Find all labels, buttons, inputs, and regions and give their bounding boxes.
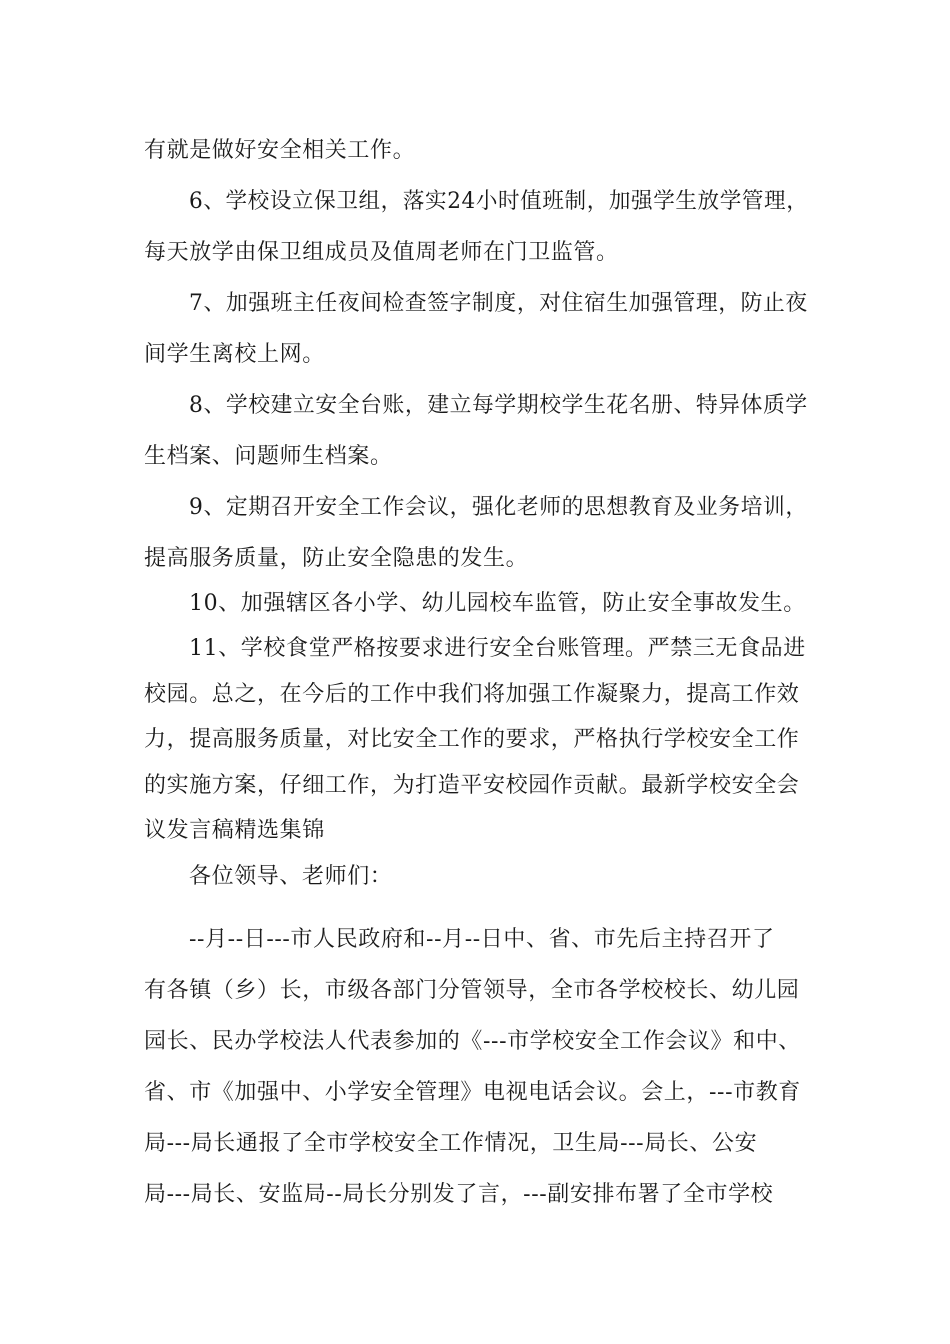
text-line: 力，提高服务质量，对比安全工作的要求，严格执行学校安全工作 <box>144 727 800 752</box>
text-line: 间学生离校上网。 <box>144 342 325 367</box>
text-line: 11、学校食堂严格按要求进行安全台账管理。严禁三无食品进 <box>189 636 806 661</box>
text-line: 校园。总之，在今后的工作中我们将加强工作凝聚力，提高工作效 <box>144 682 800 707</box>
text-line: 9、定期召开安全工作会议，强化老师的思想教育及业务培训， <box>189 495 808 520</box>
text-line: 局---局长、安监局--局长分别发了言，---副安排布署了全市学校 <box>144 1182 774 1207</box>
text-line: 7、加强班主任夜间检查签字制度，对住宿生加强管理，防止夜 <box>189 291 808 316</box>
text-line: 10、加强辖区各小学、幼儿园校车监管，防止安全事故发生。 <box>189 591 806 616</box>
text-line: 局---局长通报了全市学校安全工作情况，卫生局---局长、公安 <box>144 1131 758 1156</box>
text-line: 各位领导、老师们： <box>189 864 393 889</box>
text-line: 有就是做好安全相关工作。 <box>144 138 416 163</box>
text-line: 生档案、问题师生档案。 <box>144 444 393 469</box>
text-line: 省、市《加强中、小学安全管理》电视电话会议。会上，---市教育 <box>144 1080 801 1105</box>
text-line: --月--日---市人民政府和--月--日中、省、市先后主持召开了 <box>189 927 775 952</box>
text-line: 议发言稿精选集锦 <box>144 818 325 843</box>
text-line: 园长、民办学校法人代表参加的《---市学校安全工作会议》和中、 <box>144 1029 801 1054</box>
text-line: 有各镇（乡）长，市级各部门分管领导，全市各学校校长、幼儿园 <box>144 978 800 1003</box>
text-line: 8、学校建立安全台账，建立每学期校学生花名册、特异体质学 <box>189 393 808 418</box>
text-line: 每天放学由保卫组成员及值周老师在门卫监管。 <box>144 240 619 265</box>
text-line: 6、学校设立保卫组，落实24小时值班制，加强学生放学管理， <box>189 189 809 214</box>
text-line: 提高服务质量，防止安全隐患的发生。 <box>144 546 529 571</box>
text-line: 的实施方案，仔细工作，为打造平安校园作贡献。最新学校安全会 <box>144 773 800 798</box>
